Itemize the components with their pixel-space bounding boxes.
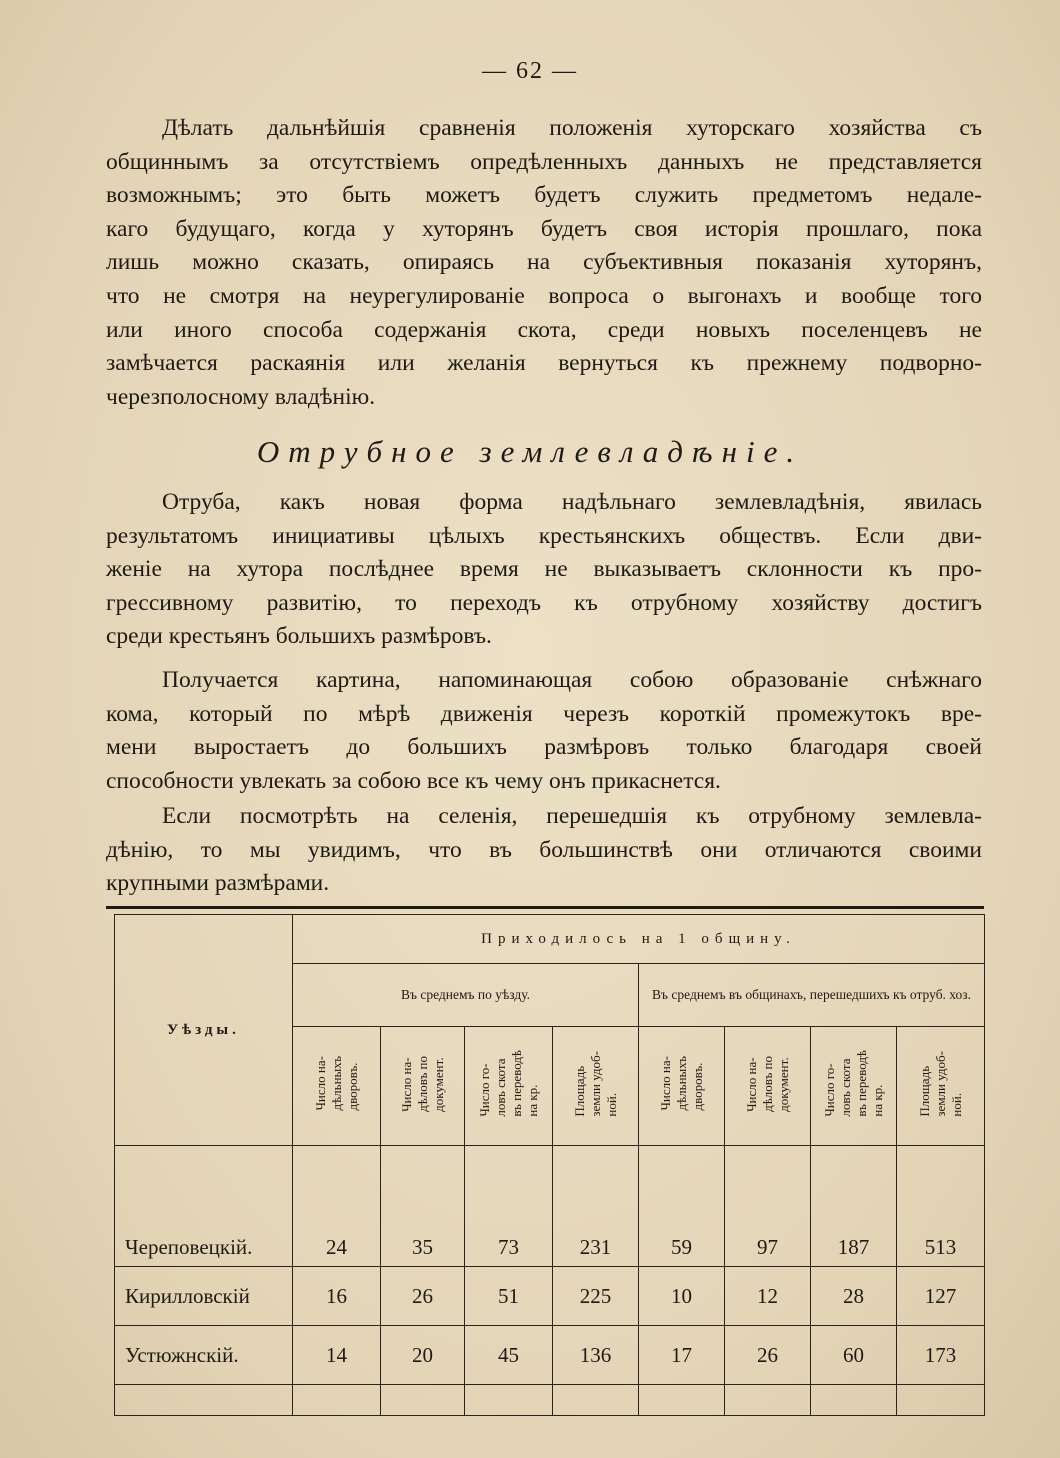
uezd-name: Кирилловскій — [115, 1267, 293, 1326]
table-row — [115, 1267, 985, 1326]
text-line: грессивному развитію, то переходъ къ отрубному хозяйству достигъ — [106, 589, 982, 616]
table-cell: 35 — [381, 1146, 465, 1267]
text-line: общиннымъ за отсутствіемъ опредѣленныхъ данныхъ не представляется — [106, 148, 982, 175]
text-line: что не смотря на неурегулированіе вопроса о выгонахъ и вообще того — [106, 282, 982, 309]
text-line: способности увлекать за собою все къ чему онъ прикаснется. — [106, 767, 721, 794]
column-header: Число го- ловъ скота въ переводѣ на кр. — [465, 1027, 553, 1146]
table-cell: 45 — [465, 1326, 553, 1385]
text-line: женіе на хутора послѣднее время не выказываетъ склонности къ про- — [106, 556, 982, 583]
table-cell: 73 — [465, 1146, 553, 1267]
table-cell: 28 — [811, 1267, 897, 1326]
paragraph-1 — [106, 112, 982, 414]
table-row — [115, 1146, 985, 1267]
uezd-name: Череповецкій. — [115, 1146, 293, 1267]
table-cell: 59 — [639, 1146, 725, 1267]
text-line: дѣнію, то мы увидимъ, что въ большинствѣ они отличаются своими — [106, 836, 982, 863]
text-line: Отруба, какъ новая форма надѣльнаго землевладѣнія, явилась — [162, 489, 982, 515]
table-cell: 12 — [725, 1267, 811, 1326]
column-header: Число на- дѣловъ по документ. — [381, 1027, 465, 1146]
table-cell: 231 — [553, 1146, 639, 1267]
table-cell: 97 — [725, 1146, 811, 1267]
text-line: Получается картина, напоминающая собою образованіе снѣжнаго — [162, 667, 982, 693]
text-line: Если посмотрѣть на селенія, перешедшія къ отрубному землевла- — [162, 803, 982, 829]
table-cell: 16 — [293, 1267, 381, 1326]
table-cell: 513 — [897, 1146, 985, 1267]
group-header-uezd-average: Въ среднемъ по уѣзду. — [293, 964, 639, 1027]
text-line: черезполосному владѣнію. — [106, 383, 376, 410]
table-cell: 136 — [553, 1326, 639, 1385]
table-top-header: Приходилось на 1 общину. — [293, 915, 985, 964]
column-header: Число на- дѣльныхъ дворовъ. — [639, 1027, 725, 1146]
text-line: мени выростаетъ до большихъ размѣровъ только благодаря своей — [106, 734, 982, 761]
column-header: Число на- дѣльныхъ дворовъ. — [293, 1027, 381, 1146]
table-cell: 10 — [639, 1267, 725, 1326]
table-cell: 20 — [381, 1326, 465, 1385]
group-header-otrub-average: Въ среднемъ въ общинахъ, перешедшихъ къ отруб. хоз. — [639, 964, 985, 1027]
text-line: кома, который по мѣрѣ движенія черезъ короткій промежутокъ вре- — [106, 700, 982, 727]
page-number: — 62 — — [482, 58, 578, 84]
text-line: или иного способа содержанія скота, среди новыхъ поселенцевъ не — [106, 316, 982, 343]
section-heading: Отрубное землевладѣніе. — [256, 434, 804, 469]
table-cell: 187 — [811, 1146, 897, 1267]
table-row — [115, 1326, 985, 1385]
paragraph-2 — [106, 486, 982, 654]
column-header: Число на- дѣловъ по документ. — [725, 1027, 811, 1146]
table-cell: 51 — [465, 1267, 553, 1326]
column-header: Площадь земли удоб- ной. — [553, 1027, 639, 1146]
text-line: крупными размѣрами. — [106, 870, 330, 897]
text-line: результатомъ инициативы цѣлыхъ крестьянскихъ обществъ. Если дви- — [106, 522, 982, 549]
table-cell: 60 — [811, 1326, 897, 1385]
statistics-table — [114, 914, 985, 1416]
table-cell: 173 — [897, 1326, 985, 1385]
text-line: Дѣлать дальнѣйшія сравненія положенія хуторскаго хозяйства съ — [162, 115, 982, 141]
table-cell: 127 — [897, 1267, 985, 1326]
text-line: каго будущаго, когда у хуторянъ будетъ своя исторія прошлаго, пока — [106, 215, 982, 242]
uezd-column-header: Уѣзды. — [115, 915, 293, 1146]
table-cell: 225 — [553, 1267, 639, 1326]
paragraph-3 — [106, 664, 982, 798]
table-cell: 24 — [293, 1146, 381, 1267]
table-cell: 26 — [725, 1326, 811, 1385]
table-top-rule — [106, 906, 984, 909]
column-header: Площадь земли удоб- ной. — [897, 1027, 985, 1146]
uezd-name: Устюжнскій. — [115, 1326, 293, 1385]
table-cell: 26 — [381, 1267, 465, 1326]
table-cell: 17 — [639, 1326, 725, 1385]
text-line: среди крестьянъ большихъ размѣровъ. — [106, 623, 492, 650]
table-bottom-spacer — [115, 1385, 985, 1416]
text-line: замѣчается раскаянія или желанія вернуться къ прежнему подворно- — [106, 350, 982, 377]
paragraph-4 — [106, 800, 982, 901]
table-cell: 14 — [293, 1326, 381, 1385]
text-line: возможнымъ; это быть можетъ будетъ служить предметомъ недале- — [106, 182, 982, 209]
column-header: Число го- ловъ скота въ переводѣ на кр. — [811, 1027, 897, 1146]
text-line: лишь можно сказать, опираясь на субъективныя показанія хуторянъ, — [106, 249, 982, 276]
